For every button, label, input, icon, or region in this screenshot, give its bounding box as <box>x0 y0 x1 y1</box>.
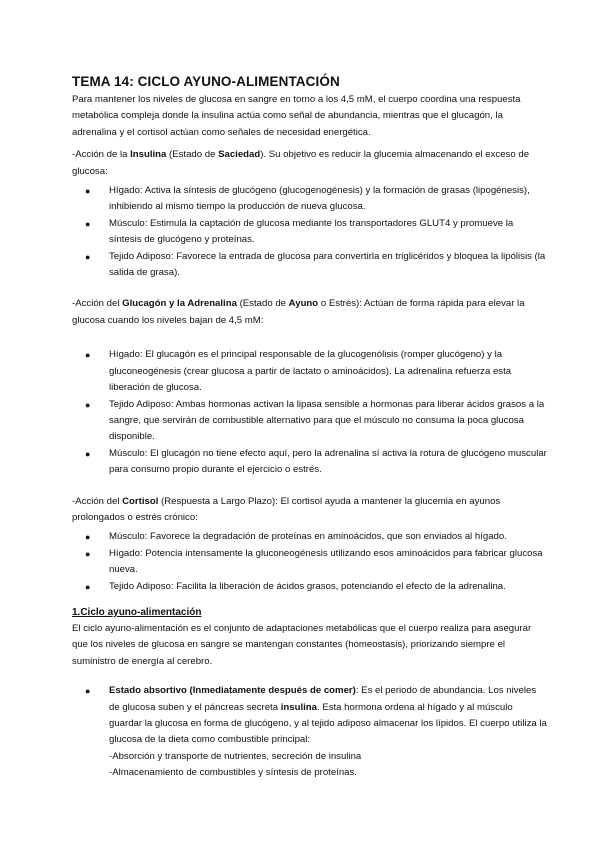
bullet-icon: ● <box>85 548 91 559</box>
page-title: TEMA 14: CICLO AYUNO-ALIMENTACIÓN <box>72 74 340 89</box>
list-item: ● Hígado: El glucagón es el principal responsable de la glucogenólisis (romper glucógeno) y la gluconeogénesis (crear glucosa a partir de lactato o aminoácidos). La adrenalina refuerza esta liberación de glucosa. <box>85 349 512 394</box>
list-item: ● Hígado: Potencia intensamente la gluconeogénesis utilizando esos aminoácidos para fabricar glucosa nueva. <box>85 547 543 576</box>
sub-item: -Absorción y transporte de nutrientes, secreción de insulina <box>109 750 362 762</box>
list-item: ● Músculo: Estimula la captación de glucosa mediante los transportadores GLUT4 y promueve la síntesis de glucógeno y proteínas. <box>85 217 514 246</box>
section-paragraph: El ciclo ayuno-alimentación es el conjunto de adaptaciones metabólicas que el cuerpo realiza para asegurar que los niveles de glucosa en sangre se mantengan constantes (homeostasis), priorizando siempre el suministro de energía al cerebro. <box>72 622 532 667</box>
list-item: ● Hígado: Activa la síntesis de glucógeno (glucogenogénesis) y la formación de grasas (lipogénesis), inhibiendo al mismo tiempo la producción de nueva glucosa. <box>85 185 530 213</box>
list-item: ● Estado absortivo (Inmediatamente después de comer): Es el periodo de abundancia. Los niveles de glucosa suben y el páncreas secreta insulina. Esta hormona ordena al hígado y al músculo guardar la glucosa en forma de glucógeno, y al tejido adiposo almacenar los lípidos. El cuerpo utiliza la glucosa de la dieta como combustible principal: -Absorción y transporte de nutrientes, secreción de insulina -Almacenamiento de combustibles y síntesis de proteínas. <box>85 683 548 781</box>
bullet-icon: ● <box>85 350 91 361</box>
list-item: ● Músculo: El glucagón no tiene efecto aquí, pero la adrenalina sí activa la rotura de glucógeno muscular para consumo propio durante el ejercicio o estrés. <box>85 447 547 476</box>
intro-paragraph: Para mantener los niveles de glucosa en sangre en torno a los 4,5 mM, el cuerpo coordina una respuesta metabólica compleja donde la insulina actúa como señal de abundancia, mientras que el glucagón, la adrenalina y el cortisol actúan como señales de necesidad energética. <box>72 94 521 138</box>
states-list <box>72 683 548 781</box>
insulina-heading: -Acción de la Insulina (Estado de Saciedad). Su objetivo es reducir la glucemia almacenando el exceso de glucosa: <box>72 149 530 177</box>
bullet-icon: ● <box>85 532 91 543</box>
cortisol-heading: -Acción del Cortisol (Respuesta a Largo Plazo): El cortisol ayuda a mantener la glucemia en ayunos prolongados o estrés crónico: <box>72 495 501 523</box>
list-item: ● Tejido Adiposo: Ambas hormonas activan la lipasa sensible a hormonas para liberar ácidos grasos a la sangre, que servirán de combustible alternativo para que el músculo no consuma la poca glucosa disponible. <box>85 398 545 443</box>
glucagon-list <box>72 347 548 478</box>
bullet-icon: ● <box>85 251 91 262</box>
list-item: ● Tejido Adiposo: Facilita la liberación de ácidos grasos, potenciando el efecto de la adrenalina. <box>85 579 548 595</box>
bullet-icon: ● <box>85 448 91 459</box>
bullet-icon: ● <box>85 581 91 592</box>
bullet-icon: ● <box>85 399 91 410</box>
section-heading: 1.Ciclo ayuno-alimentación <box>72 606 202 618</box>
sub-item: -Almacenamiento de combustibles y síntesis de proteínas. <box>109 767 357 779</box>
insulina-list <box>72 183 548 281</box>
bullet-icon: ● <box>85 218 91 229</box>
list-item: ● Músculo: Favorece la degradación de proteínas en aminoácidos, que son enviados al hígado. <box>85 529 548 545</box>
glucagon-heading: -Acción del Glucagón y la Adrenalina (Estado de Ayuno o Estrés): Actúan de forma rápida para elevar la glucosa cuando los niveles bajan de 4,5 mM: <box>72 298 525 326</box>
list-item: ● Tejido Adiposo: Favorece la entrada de glucosa para convertirla en triglicéridos y bloquea la lipólisis (la salida de grasa). <box>85 250 546 279</box>
cortisol-list <box>72 529 548 595</box>
bullet-icon: ● <box>85 686 91 697</box>
bullet-icon: ● <box>85 186 91 197</box>
